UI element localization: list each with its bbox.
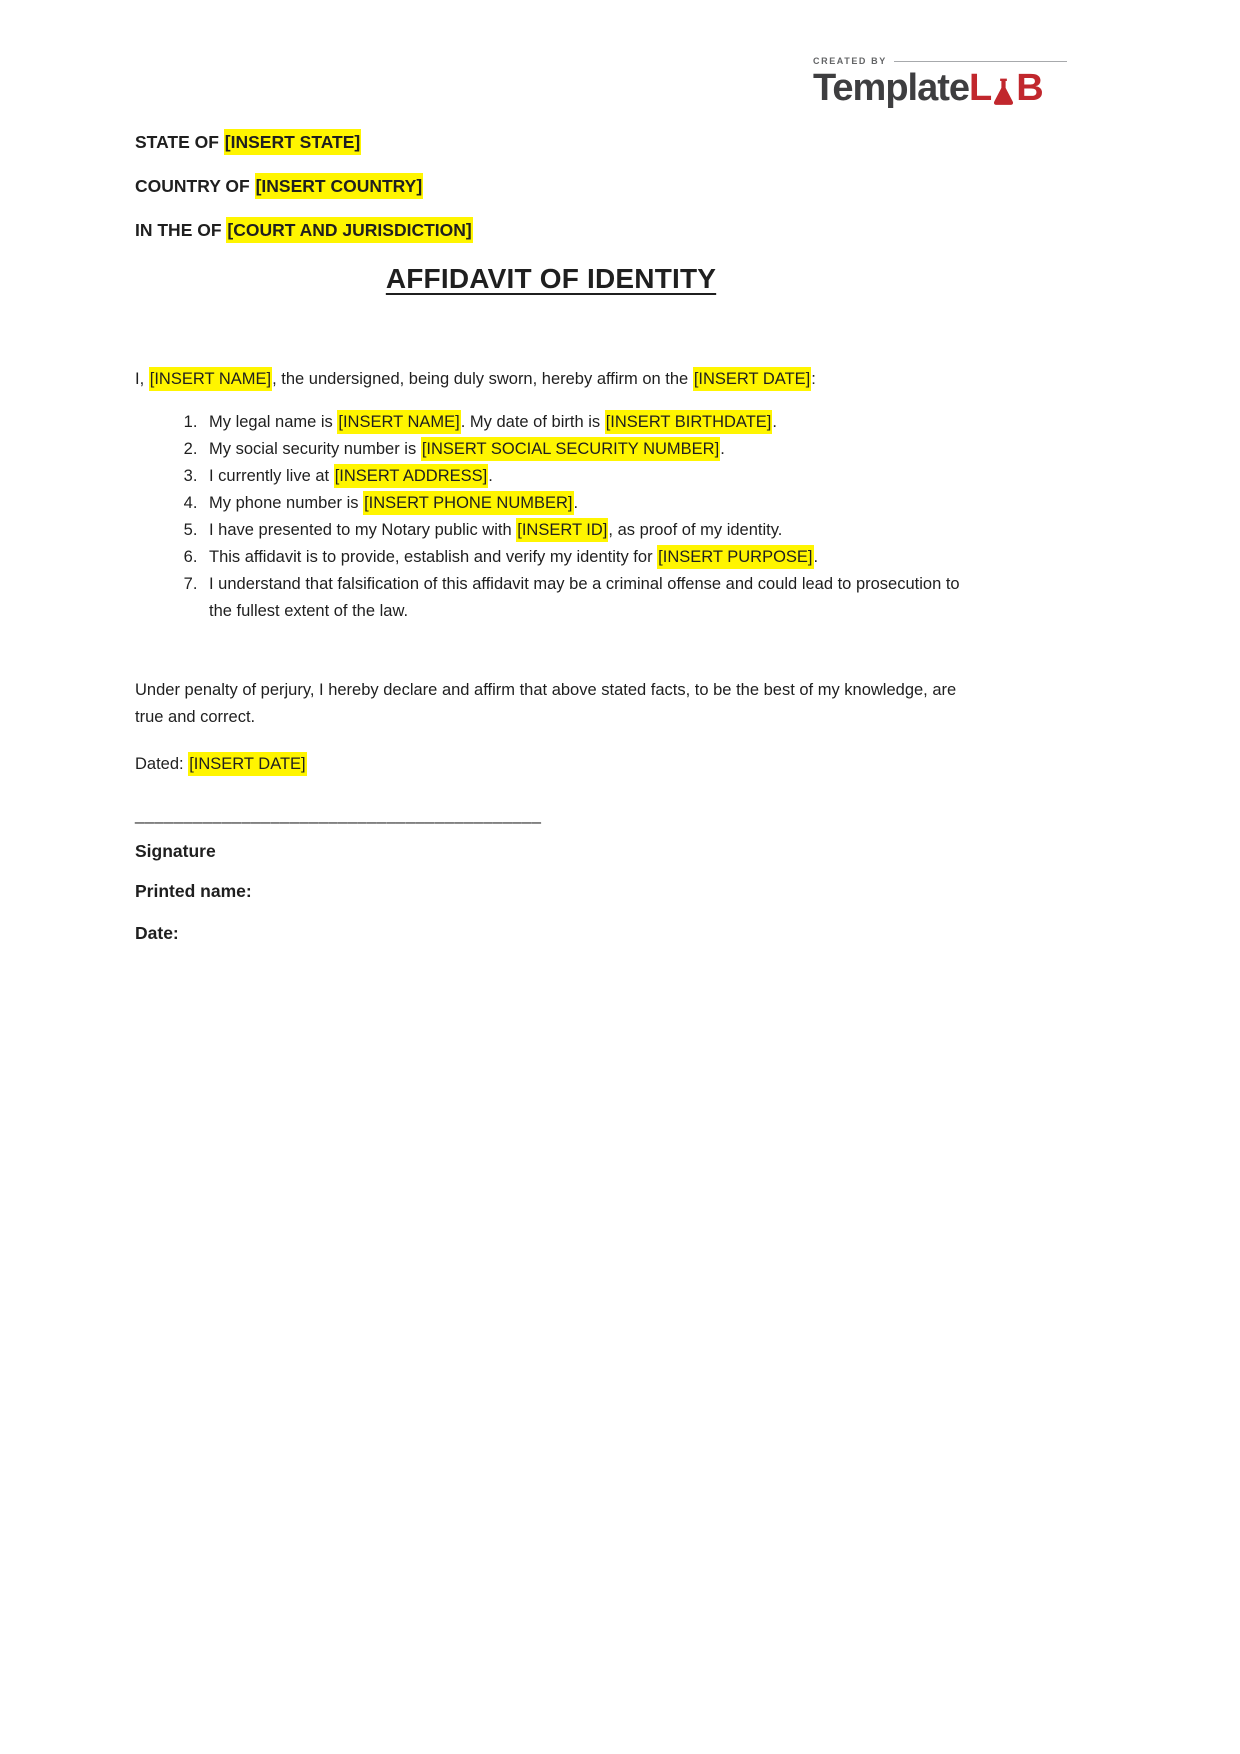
country-of-line: COUNTRY OF [INSERT COUNTRY] xyxy=(135,174,967,198)
perjury-paragraph: Under penalty of perjury, I hereby declare and affirm that above stated facts, to be the best of my knowledge, are true and correct. xyxy=(135,681,957,726)
highlight-placeholder: [INSERT PURPOSE] xyxy=(657,545,813,569)
affidavit-list-item: 4. My phone number is [INSERT PHONE NUMBER]. xyxy=(202,490,967,517)
printed-name-label: Printed name: xyxy=(135,881,252,901)
signature-underline: __________________________________________ xyxy=(135,806,542,824)
highlight-placeholder: [INSERT DATE] xyxy=(693,367,811,391)
affidavit-list-item: 3. I currently live at [INSERT ADDRESS]. xyxy=(202,463,967,490)
created-by-text: CREATED BY xyxy=(813,56,887,66)
affidavit-list-item: 6. This affidavit is to provide, establish and verify my identity for [INSERT PURPOSE]. xyxy=(202,544,967,571)
highlight-placeholder: [INSERT COUNTRY] xyxy=(255,173,424,199)
highlight-placeholder: [INSERT PHONE NUMBER] xyxy=(363,491,573,515)
date-label: Date: xyxy=(135,923,179,943)
highlight-placeholder: [INSERT DATE] xyxy=(188,752,306,776)
highlight-placeholder: [COURT AND JURISDICTION] xyxy=(226,217,472,243)
templatelab-logo xyxy=(813,56,1067,107)
highlight-placeholder: [INSERT BIRTHDATE] xyxy=(605,410,773,434)
logo-wordmark xyxy=(813,69,1067,107)
dated-line: Dated: [INSERT DATE] xyxy=(135,751,967,778)
highlight-placeholder: [INSERT SOCIAL SECURITY NUMBER] xyxy=(421,437,720,461)
flask-icon xyxy=(992,77,1015,106)
affidavit-list-item: 2. My social security number is [INSERT SOCIAL SECURITY NUMBER]. xyxy=(202,436,967,463)
highlight-placeholder: [INSERT NAME] xyxy=(149,367,272,391)
highlight-placeholder: [INSERT STATE] xyxy=(224,129,361,155)
highlight-placeholder: [INSERT ID] xyxy=(516,518,608,542)
document-content xyxy=(135,130,967,945)
affidavit-list-item: 5. I have presented to my Notary public with [INSERT ID], as proof of my identity. xyxy=(202,517,967,544)
logo-lab-text xyxy=(969,69,1043,107)
created-by-row xyxy=(813,56,1067,66)
intro-paragraph: I, [INSERT NAME], the undersigned, being duly sworn, hereby affirm on the [INSERT DATE]: xyxy=(135,366,967,393)
affidavit-list-item: 1. My legal name is [INSERT NAME]. My date of birth is [INSERT BIRTHDATE]. xyxy=(202,409,967,436)
state-of-line: STATE OF [INSERT STATE] xyxy=(135,130,967,154)
affidavit-statements-list xyxy=(135,409,967,625)
highlight-placeholder: [INSERT ADDRESS] xyxy=(334,464,489,488)
logo-lab-letter-b: B xyxy=(1016,67,1043,109)
highlight-placeholder: [INSERT NAME] xyxy=(337,410,460,434)
signature-label: Signature xyxy=(135,841,216,861)
logo-lab-letter-l: L xyxy=(969,67,992,109)
affidavit-list-item: 7. I understand that falsification of this affidavit may be a criminal offense and could lead to prosecution to the fullest extent of the law. xyxy=(202,571,967,625)
logo-template-text: Template xyxy=(813,67,970,109)
jurisdiction-line: IN THE OF [COURT AND JURISDICTION] xyxy=(135,218,967,242)
created-by-rule xyxy=(894,61,1067,62)
document-title: AFFIDAVIT OF IDENTITY xyxy=(385,263,717,294)
